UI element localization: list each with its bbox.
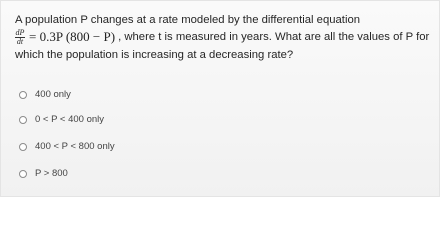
equation-rhs: = 0.3P (800 − P) [29, 29, 116, 45]
fraction-numerator: dP [15, 28, 25, 37]
option-3-label: 400 < P < 800 only [35, 141, 115, 152]
derivative-fraction [15, 29, 25, 46]
fraction-denominator: dt [16, 37, 24, 46]
question-line-2 [15, 29, 439, 47]
question-line-1: A population P changes at a rate modeled by the differential equation [15, 14, 361, 26]
radio-button-icon[interactable] [19, 91, 27, 99]
radio-button-icon[interactable] [19, 170, 27, 178]
radio-button-icon[interactable] [19, 143, 27, 151]
option-3[interactable] [19, 141, 115, 152]
option-2[interactable] [19, 114, 104, 125]
option-4-label: P > 800 [35, 168, 68, 179]
option-1[interactable] [19, 89, 71, 100]
option-4[interactable] [19, 168, 68, 179]
option-2-label: 0 < P < 400 only [35, 114, 105, 125]
radio-button-icon[interactable] [19, 116, 27, 124]
option-1-label: 400 only [35, 89, 71, 100]
question-text [15, 12, 439, 63]
question-line-2-text: , where t is measured in years. What are all the values of P for [118, 31, 430, 44]
question-line-3: which the population is increasing at a decreasing rate? [15, 48, 294, 61]
